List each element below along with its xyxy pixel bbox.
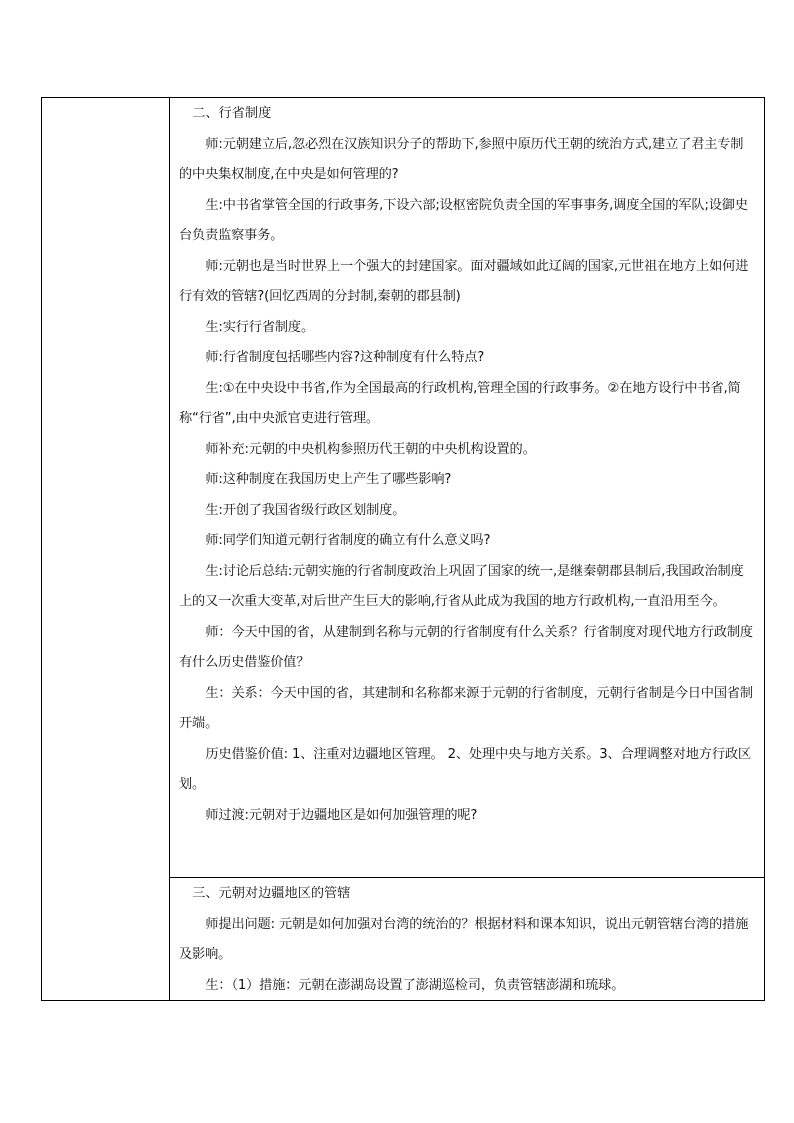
paragraph: 生：（1）措施：元朝在澎湖岛设置了澎湖巡检司，负责管辖澎湖和琉球。 [205, 977, 625, 993]
section-heading: 二、行省制度 [192, 106, 272, 121]
lesson-table [41, 97, 765, 1001]
paragraph: 师提出问题: 元朝是如何加强对台湾的统治的？根据材料和课本知识，说出元朝管辖台湾的措施及影响。 [179, 916, 749, 962]
right-column [170, 98, 764, 1000]
section-heading: 三、元朝对边疆地区的管辖 [192, 886, 351, 901]
paragraph: 历史借鉴价值: 1、注重对边疆地区管理。 2、处理中央与地方关系。3、合理调整对地方行政区划。 [179, 746, 751, 792]
paragraph: 师:元朝也是当时世界上一个强大的封建国家。面对疆域如此辽阔的国家,元世祖在地方上如何进行有效的管辖?(回忆西周的分封制,秦朝的郡县制) [179, 258, 749, 304]
section-provincial-system [170, 98, 764, 878]
paragraph: 师过渡:元朝对于边疆地区是如何加强管理的呢? [205, 807, 478, 823]
paragraph: 师补充:元朝的中央机构参照历代王朝的中央机构设置的。 [205, 441, 536, 457]
paragraph: 生:实行行省制度。 [205, 319, 314, 335]
paragraph: 师:同学们知道元朝行省制度的确立有什么意义吗? [205, 533, 491, 548]
paragraph: 生：关系：今天中国的省，其建制和名称都来源于元朝的行省制度，元朝行省制是今日中国省制开端。 [179, 685, 753, 731]
paragraph: 师:元朝建立后,忽必烈在汉族知识分子的帮助下,参照中原历代王朝的统治方式,建立了君主专制的中央集权制度,在中央是如何管理的? [179, 136, 744, 182]
section-frontier-administration [170, 878, 764, 1002]
paragraph: 生:讨论后总结:元朝实施的行省制度政治上巩固了国家的统一,是继秦朝郡县制后,我国政治制度上的又一次重大变革,对后世产生巨大的影响,行省从此成为我国的地方行政机构,一直沿用至今。 [179, 563, 744, 609]
paragraph: 师:行省制度包括哪些内容?这种制度有什么特点? [205, 350, 485, 365]
paragraph: 生:中书省掌管全国的行政事务,下设六部;设枢密院负责全国的军事事务,调度全国的军队;设御史台负责监察事务。 [179, 197, 748, 243]
paragraph: 生:①在中央设中书省,作为全国最高的行政机构,管理全国的行政事务。②在地方设行中书省,简称“行省”,由中央派官吏进行管理。 [179, 380, 741, 426]
left-column-cell [42, 98, 170, 1000]
paragraph: 生:开创了我国省级行政区划制度。 [205, 502, 406, 518]
paragraph: 师:这种制度在我国历史上产生了哪些影响? [205, 472, 452, 487]
paragraph: 师：今天中国的省，从建制到名称与元朝的行省制度有什么关系？行省制度对现代地方行政制度有什么历史借鉴价值？ [179, 624, 753, 670]
